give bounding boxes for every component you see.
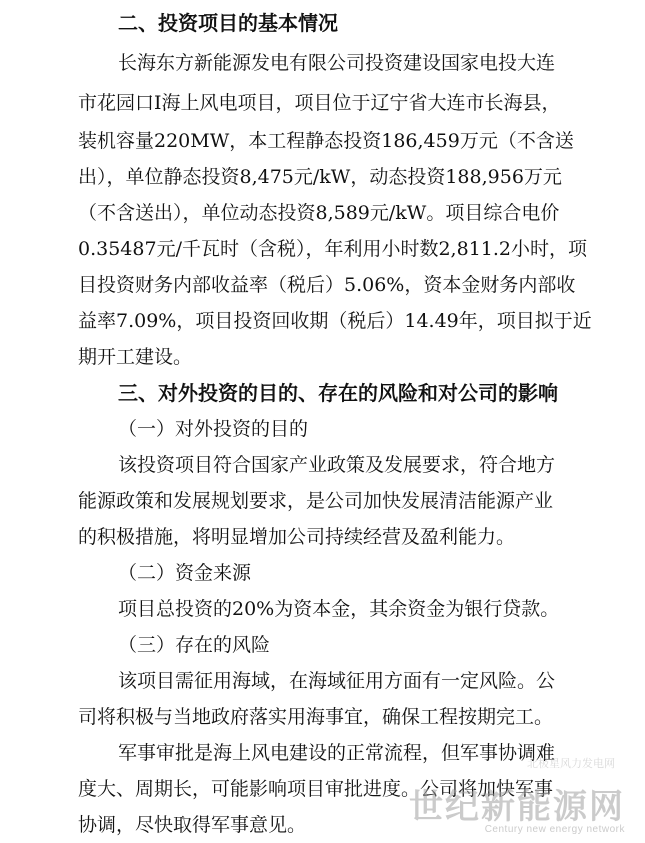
- watermark: [409, 788, 625, 835]
- watermark-top-text: 北极星风力发电网: [527, 758, 615, 770]
- paragraph-line: 市花园口Ⅰ海上风电项目，项目位于辽宁省大连市长海县，: [78, 92, 561, 114]
- subheading-purpose: （一）对外投资的目的: [118, 418, 309, 440]
- paragraph-line: 该投资项目符合国家产业政策及发展要求，符合地方: [118, 454, 556, 476]
- paragraph-line: 出），单位静态投资8,475元/kW，动态投资188,956万元: [78, 166, 562, 188]
- paragraph-line: 期开工建设。: [78, 346, 193, 368]
- subheading-risk: （三）存在的风险: [118, 634, 271, 656]
- section-heading-purpose-risk: 三、对外投资的目的、存在的风险和对公司的影响: [118, 381, 558, 405]
- paragraph-line: 的积极措施，将明显增加公司持续经营及盈利能力。: [78, 526, 516, 548]
- paragraph-line: 能源政策和发展规划要求，是公司加快发展清洁能源产业: [78, 490, 554, 512]
- paragraph-line: 司将积极与当地政府落实用海事宜，确保工程按期完工。: [78, 706, 554, 728]
- watermark-chinese: 世纪新能源网: [409, 787, 625, 827]
- paragraph-line: 项目总投资的20%为资本金，其余资金为银行贷款。: [118, 598, 560, 620]
- paragraph-line: 军事审批是海上风电建设的正常流程，但军事协调难: [118, 742, 556, 764]
- paragraph-line: 长海东方新能源发电有限公司投资建设国家电投大连: [118, 52, 556, 74]
- paragraph-line: 目投资财务内部收益率（税后）5.06%，资本金财务内部收: [78, 274, 576, 296]
- paragraph-line: 装机容量220MW，本工程静态投资186,459万元（不含送: [78, 130, 574, 152]
- paragraph-line: （不含送出），单位动态投资8,589元/kW。项目综合电价: [78, 202, 560, 224]
- watermark-english: Century new energy network: [484, 824, 625, 835]
- subheading-funding: （二）资金来源: [118, 562, 252, 584]
- paragraph-line: 度大、周期长，可能影响项目审批进度。公司将加快军事: [78, 778, 554, 800]
- paragraph-line: 0.35487元/千瓦时（含税），年利用小时数2,811.2小时，项: [78, 238, 587, 260]
- paragraph-line: 协调，尽快取得军事意见。: [78, 814, 307, 836]
- section-heading-basic-info: 二、投资项目的基本情况: [118, 11, 338, 35]
- paragraph-line: 该项目需征用海域，在海域征用方面有一定风险。公: [118, 670, 556, 692]
- paragraph-line: 益率7.09%，项目投资回收期（税后）14.49年，项目拟于近: [78, 310, 592, 332]
